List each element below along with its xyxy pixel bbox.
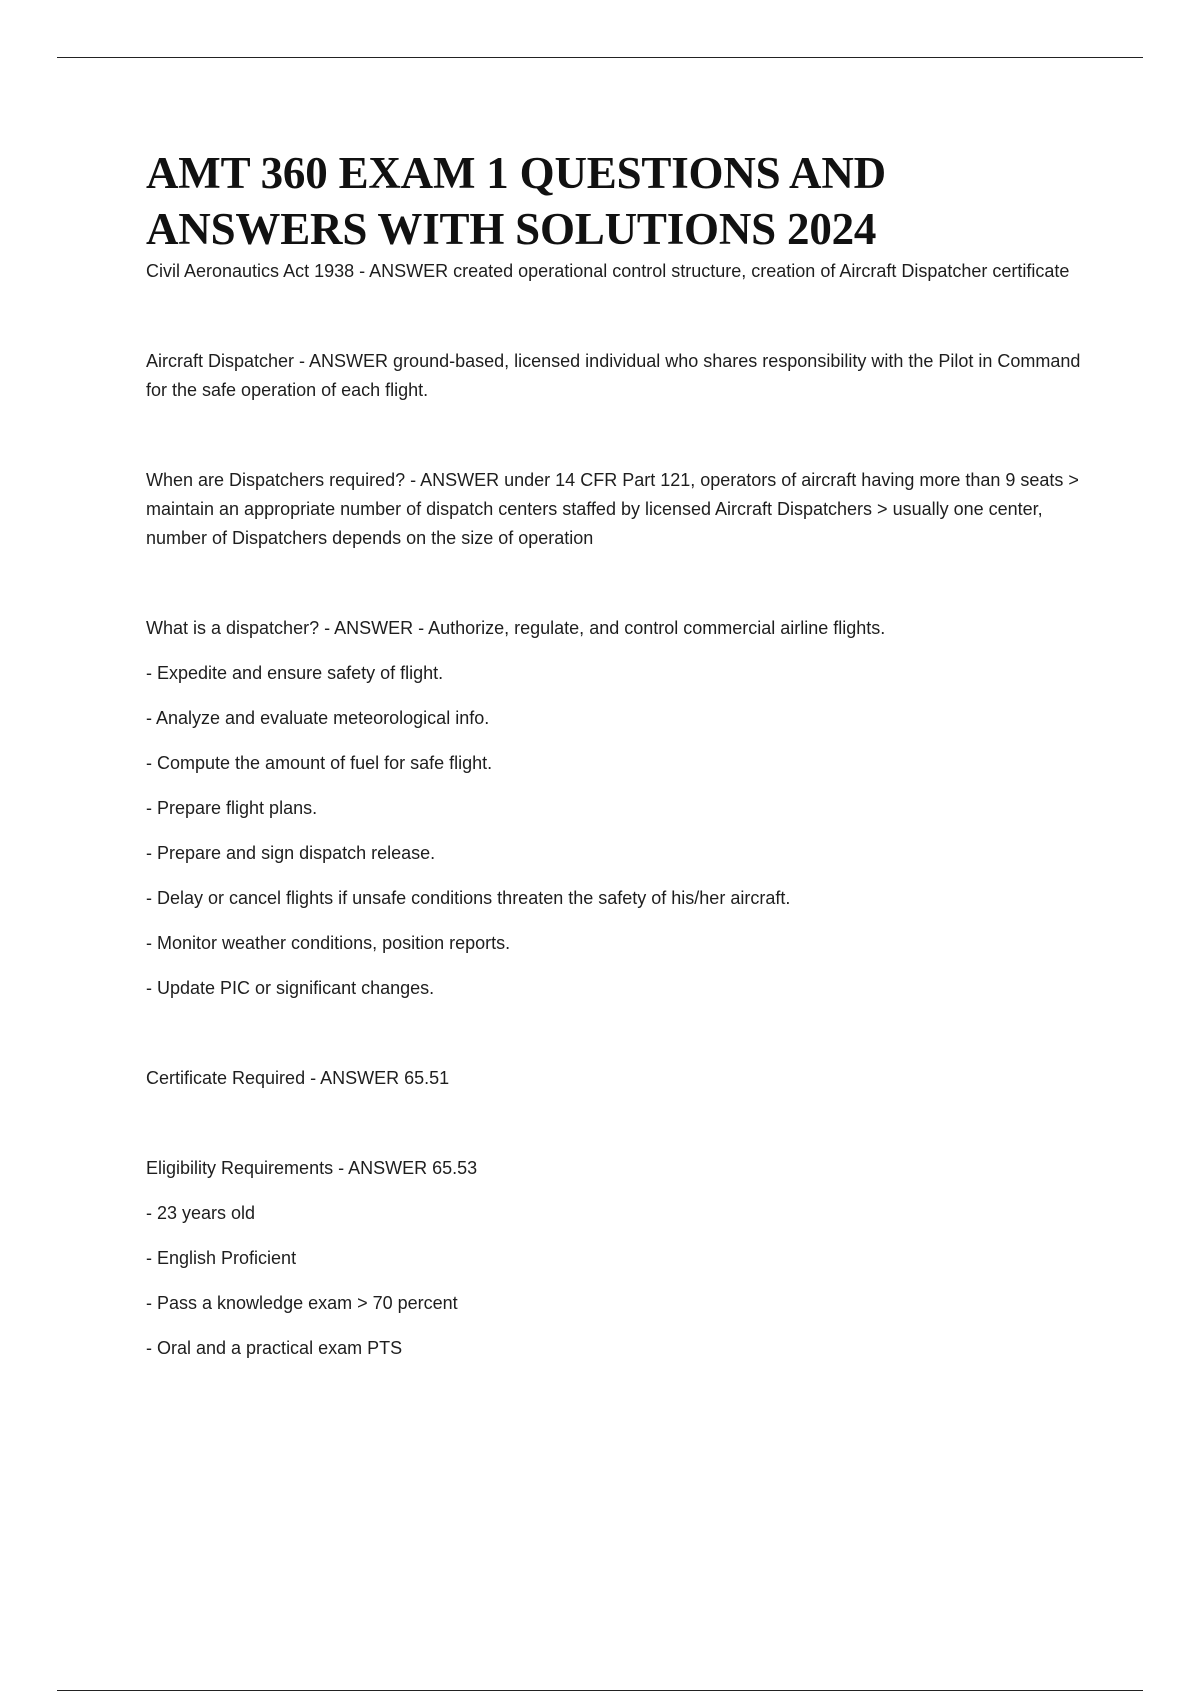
bottom-rule: [57, 1690, 1143, 1691]
qa-entry: [146, 347, 1086, 405]
qa-entry: [146, 614, 1086, 1003]
qa-text: When are Dispatchers required? - ANSWER under 14 CFR Part 121, operators of aircraft having more than 9 seats > maintain an appropriate number of dispatch centers staffed by licensed Aircraft Dispatchers > usually one center, number of Dispatchers depends on the size of operation: [146, 470, 1079, 548]
list-item: - 23 years old: [146, 1203, 256, 1223]
document-page: [146, 145, 1086, 1363]
qa-text: What is a dispatcher? - ANSWER - Authorize, regulate, and control commercial airline flights.: [146, 618, 886, 638]
list-item: - Update PIC or significant changes.: [146, 978, 435, 998]
qa-entry: [146, 1154, 1086, 1363]
top-rule: [57, 57, 1143, 58]
qa-text: Eligibility Requirements - ANSWER 65.53: [146, 1158, 478, 1178]
list-item: - Delay or cancel flights if unsafe conditions threaten the safety of his/her aircraft.: [146, 888, 791, 908]
qa-entry: [146, 1064, 1086, 1093]
qa-entry: [146, 257, 1086, 286]
list-item: - Prepare and sign dispatch release.: [146, 843, 436, 863]
list-item: - Expedite and ensure safety of flight.: [146, 663, 444, 683]
bullet-list: [146, 659, 1086, 1003]
list-item: - Pass a knowledge exam > 70 percent: [146, 1293, 458, 1313]
list-item: - Monitor weather conditions, position reports.: [146, 933, 511, 953]
qa-entry: [146, 466, 1086, 553]
list-item: - English Proficient: [146, 1248, 297, 1268]
list-item: - Analyze and evaluate meteorological info.: [146, 708, 490, 728]
list-item: - Prepare flight plans.: [146, 798, 318, 818]
qa-text: Civil Aeronautics Act 1938 - ANSWER created operational control structure, creation of Aircraft Dispatcher certificate: [146, 261, 1070, 281]
bullet-list: [146, 1199, 1086, 1363]
qa-text: Certificate Required - ANSWER 65.51: [146, 1068, 450, 1088]
list-item: - Compute the amount of fuel for safe flight.: [146, 753, 493, 773]
qa-text: Aircraft Dispatcher - ANSWER ground-based, licensed individual who shares responsibility with the Pilot in Command for the safe operation of each flight.: [146, 351, 1081, 400]
list-item: - Oral and a practical exam PTS: [146, 1338, 403, 1358]
document-title: AMT 360 EXAM 1 QUESTIONS AND ANSWERS WITH SOLUTIONS 2024: [146, 148, 886, 254]
